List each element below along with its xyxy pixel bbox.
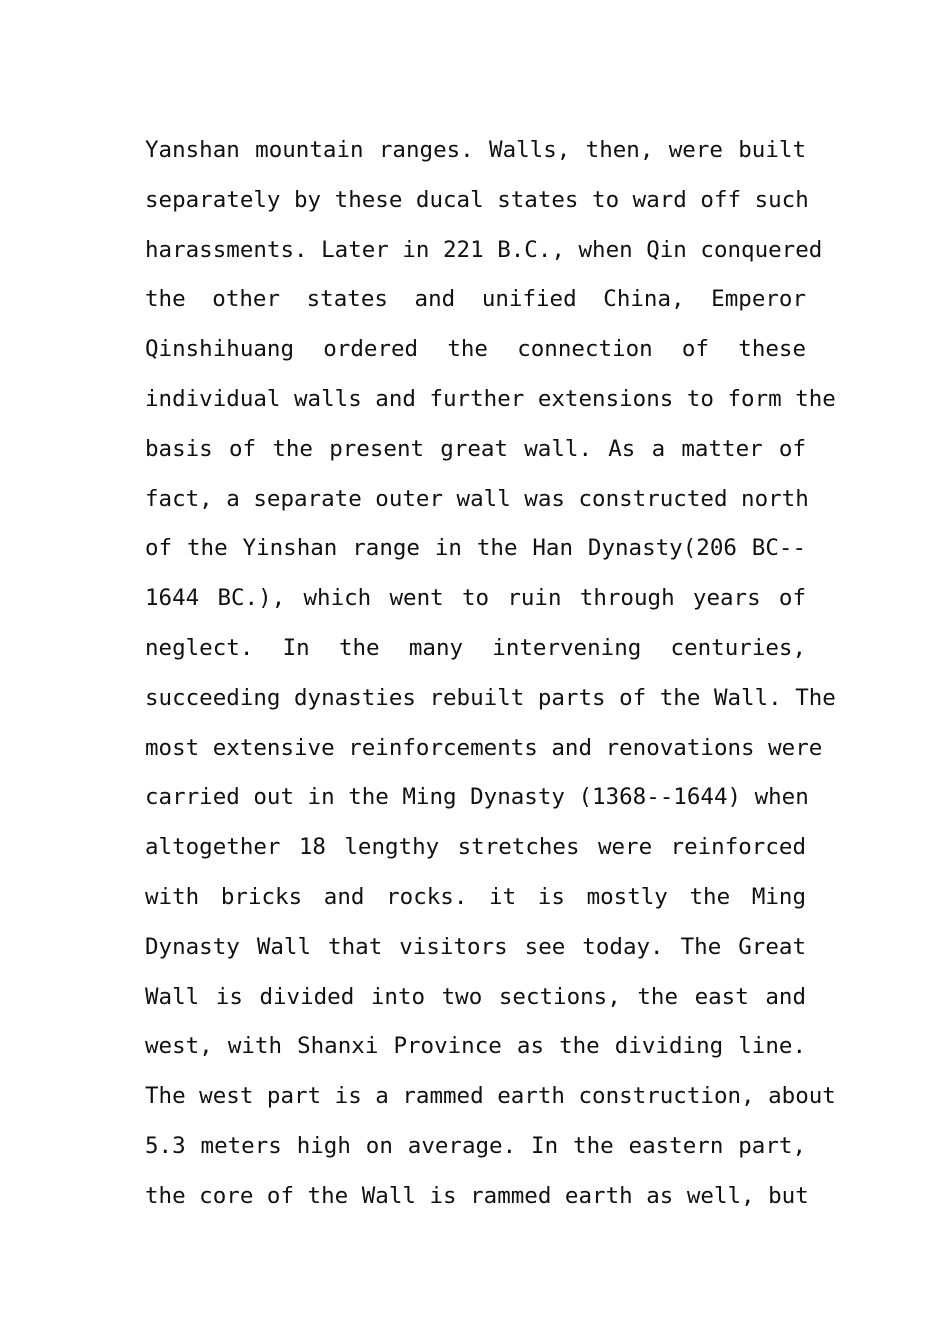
text-line: Yanshan mountain ranges. Walls, then, were built bbox=[145, 137, 806, 163]
text-line: separately by these ducal states to ward off such bbox=[145, 186, 809, 213]
text-line: the other states and unified China, Emperor bbox=[145, 286, 806, 313]
text-line: individual walls and further extensions to form the bbox=[145, 385, 836, 412]
body-paragraph bbox=[145, 126, 836, 1222]
text-line: harassments. Later in 221 B.C., when Qin conquered bbox=[145, 236, 823, 263]
text-line: the core of the Wall is rammed earth as well, but bbox=[145, 1182, 809, 1209]
text-line: neglect. In the many intervening centuries, bbox=[145, 634, 806, 661]
text-line: 5.3 meters high on average. In the eastern part, bbox=[145, 1132, 806, 1159]
text-line: basis of the present great wall. As a matter of bbox=[145, 435, 806, 462]
text-line: Wall is divided into two sections, the east and bbox=[145, 983, 806, 1010]
text-line: with bricks and rocks. it is mostly the Ming bbox=[145, 883, 806, 910]
text-line: succeeding dynasties rebuilt parts of the Wall. The bbox=[145, 684, 836, 711]
text-line: of the Yinshan range in the Han Dynasty(206 BC-- bbox=[145, 535, 806, 562]
text-line: altogether 18 lengthy stretches were reinforced bbox=[145, 834, 806, 861]
text-line: 1644 BC.), which went to ruin through years of bbox=[145, 585, 806, 612]
text-line: carried out in the Ming Dynasty (1368--1644) when bbox=[145, 784, 809, 811]
text-line: Dynasty Wall that visitors see today. The Great bbox=[145, 933, 806, 960]
text-line: fact, a separate outer wall was constructed north bbox=[145, 485, 809, 512]
text-line: most extensive reinforcements and renovations were bbox=[145, 734, 823, 761]
text-line: The west part is a rammed earth construction, about bbox=[145, 1083, 836, 1110]
text-line: Qinshihuang ordered the connection of these bbox=[145, 336, 806, 363]
text-line: west, with Shanxi Province as the dividing line. bbox=[145, 1033, 806, 1060]
